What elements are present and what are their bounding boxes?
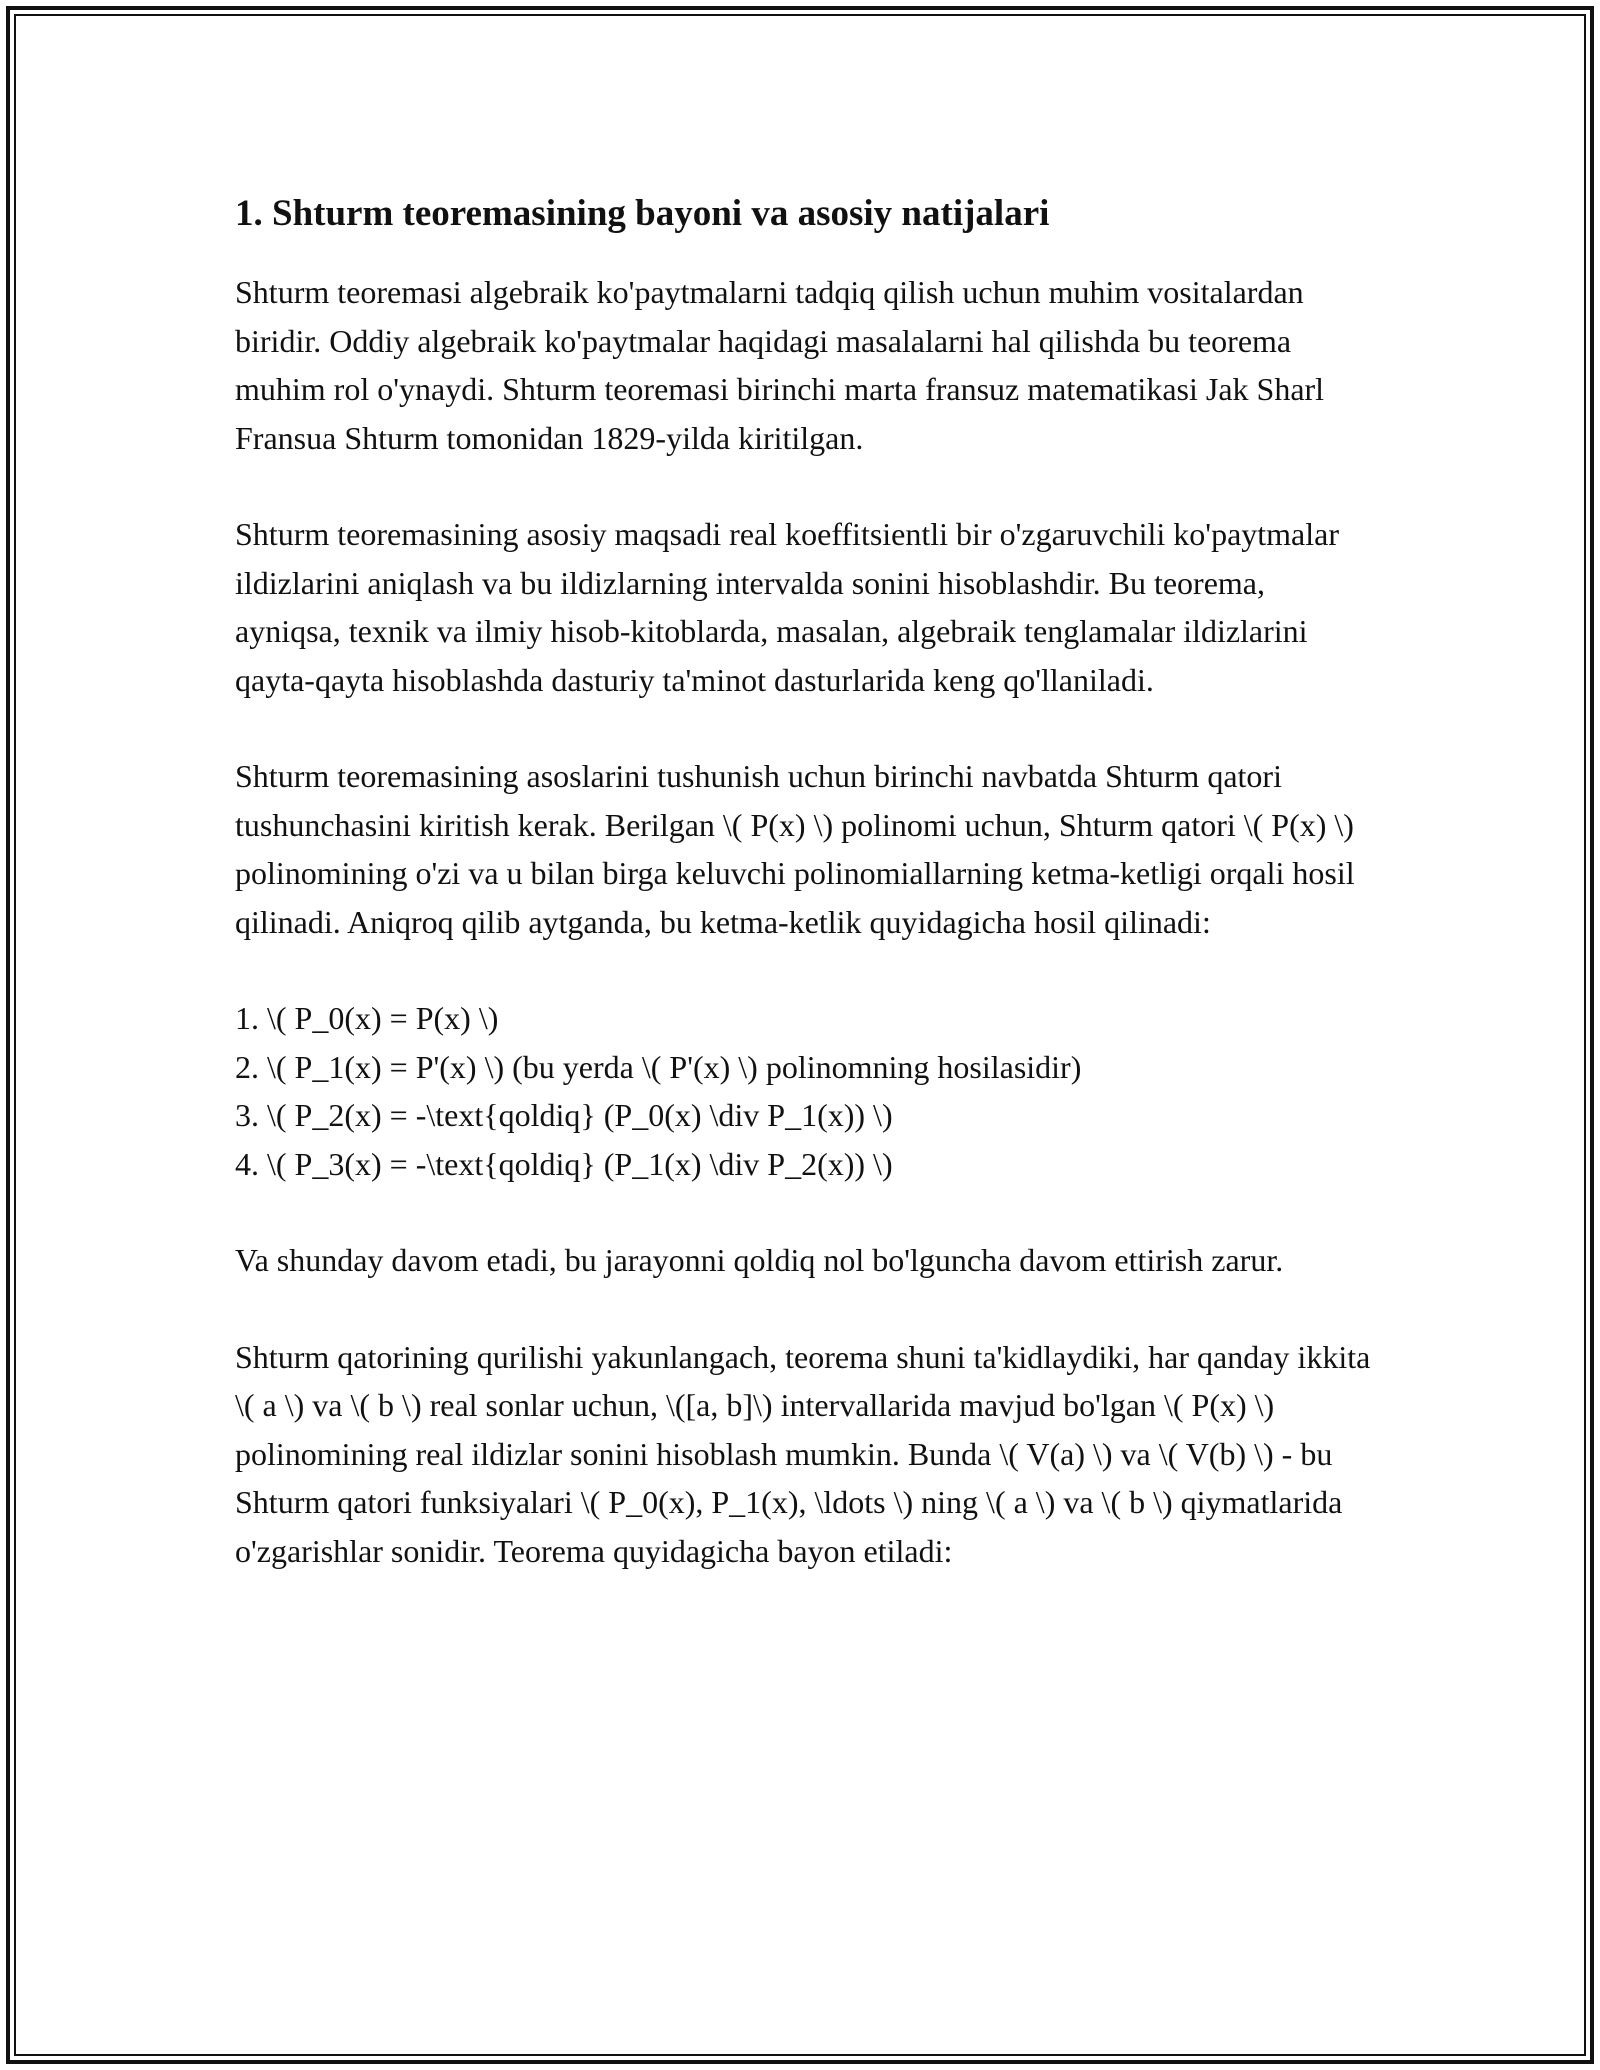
paragraph-continuation: Va shunday davom etadi, bu jarayonni qoldiq nol bo'lguncha davom ettirish zarur. xyxy=(235,1242,1284,1278)
paragraph-purpose: Shturm teoremasining asosiy maqsadi real koeffitsientli bir o'zgaruvchili ko'paytmalar ildizlarini aniqlash va bu ildizlarning intervalda sonini hisoblashdir. Bu teorema, ayniqsa, texnik va ilmiy hisob-kitoblarda, masalan, algebraik tenglamalar ildizlarini qayta-qayta hisoblashda dasturiy ta'minot dasturlarida keng qo'llaniladi. xyxy=(235,516,1339,698)
list-item: 2. \( P_1(x) = P'(x) \) (bu yerda \( P'(x) \) polinomning hosilasidir) xyxy=(235,1048,1082,1085)
paragraph-sturm-sequence: Shturm teoremasining asoslarini tushunish uchun birinchi navbatda Shturm qatori tushunchasini kiritish kerak. Berilgan \( P(x) \) polinomi uchun, Shturm qatori \( P(x) \) polinomining o'zi va u bilan birga keluvchi polinomiallarning ketma-ketligi orqali hosil qilinadi. Aniqroq qilib aytganda, bu ketma-ketlik quyidagicha hosil qilinadi: xyxy=(235,758,1355,940)
section-heading: 1. Shturm teoremasining bayoni va asosiy natijalari xyxy=(235,193,1050,234)
list-item: 4. \( P_3(x) = -\text{qoldiq} (P_1(x) \div P_2(x)) \) xyxy=(235,1145,893,1182)
paragraph-intro: Shturm teoremasi algebraik ko'paytmalarni tadqiq qilish uchun muhim vositalardan biridir. Oddiy algebraik ko'paytmalar haqidagi masalalarni hal qilishda bu teorema muhim rol o'ynaydi. Shturm teoremasi birinchi marta fransuz matematikasi Jak Sharl Fransua Shturm tomonidan 1829-yilda kiritilgan. xyxy=(235,274,1325,456)
sturm-sequence-list xyxy=(235,994,1375,1188)
paragraph-theorem-statement: Shturm qatorining qurilishi yakunlangach, teorema shuni ta'kidlaydiki, har qanday ikkita \( a \) va \( b \) real sonlar uchun, \([a, b]\) intervallarida mavjud bo'lgan \( P(x) \) polinomining real ildizlar sonini hisoblash mumkin. Bunda \( V(a) \) va \( V(b) \) - bu Shturm qatori funksiyalari \( P_0(x), P_1(x), \ldots \) ning \( a \) va \( b \) qiymatlarida o'zgarishlar sonidir. Teorema quyidagicha bayon etiladi: xyxy=(235,1338,1371,1569)
list-item: 3. \( P_2(x) = -\text{qoldiq} (P_0(x) \div P_1(x)) \) xyxy=(235,1097,893,1133)
list-item: 1. \( P_0(x) = P(x) \) xyxy=(235,1000,499,1036)
document-body xyxy=(235,188,1375,1623)
